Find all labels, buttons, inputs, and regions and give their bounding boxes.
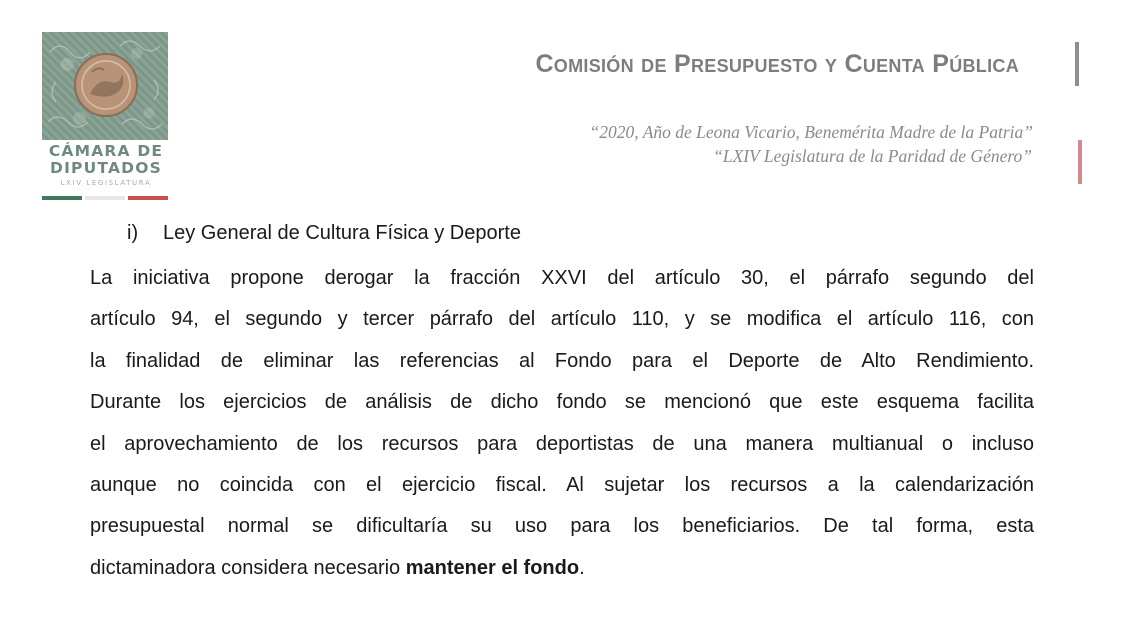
paragraph-line: La iniciativa propone derogar la fracción XXVI del artículo 30, el párrafo segundo del: [90, 267, 1034, 289]
paragraph-last-line: [90, 554, 1034, 595]
header-divider-gray: [1075, 42, 1079, 86]
commission-title: Comisión de Presupuesto y Cuenta Pública: [535, 50, 1019, 78]
logo-name-line1: CÁMARA DE: [48, 142, 164, 160]
paragraph-line: Durante los ejercicios de análisis de dicho fondo se mencionó que este esquema facilita: [90, 391, 1034, 414]
logo-subtitle: LXIV LEGISLATURA: [60, 179, 152, 187]
flag-stripes: [42, 196, 168, 200]
section-heading-text: Ley General de Cultura Física y Deporte: [163, 222, 521, 244]
body-paragraph: [90, 264, 1034, 595]
section-heading: [127, 222, 521, 245]
logo-name-line2: DIPUTADOS: [50, 159, 162, 177]
last-line-prefix: dictaminadora considera necesario: [90, 556, 406, 579]
header-divider-red: [1078, 140, 1082, 184]
national-emblem-icon: [42, 32, 168, 140]
paragraph-line: la finalidad de eliminar las referencias al Fondo para el Deporte de Alto Rendimiento.: [90, 349, 1034, 372]
emphasis-text: mantener el fondo: [405, 556, 580, 579]
motto-line-1: “2020, Año de Leona Vicario, Benemérita Madre de la Patria”: [589, 122, 1033, 142]
paragraph-line: aunque no coincida con el ejercicio fiscal. Al sujetar los recursos a la calendarización: [90, 473, 1034, 496]
camara-de-diputados-logo: [40, 32, 170, 207]
paragraph-line: presupuestal normal se dificultaría su uso para los beneficiarios. De tal forma, esta: [90, 515, 1034, 538]
paragraph-line: artículo 94, el segundo y tercer párrafo del artículo 110, y se modifica el artículo 116, con: [90, 308, 1034, 331]
motto-line-2: “LXIV Legislatura de la Paridad de Género”: [713, 146, 1032, 166]
flag-stripe-red: [128, 196, 168, 200]
logo-name: [40, 143, 172, 177]
list-marker: i): [127, 222, 139, 244]
paragraph-line: el aprovechamiento de los recursos para deportistas de una manera multianual o incluso: [90, 432, 1034, 455]
flag-stripe-white: [85, 196, 125, 200]
last-line-suffix: .: [579, 556, 585, 579]
flag-stripe-green: [42, 196, 82, 200]
